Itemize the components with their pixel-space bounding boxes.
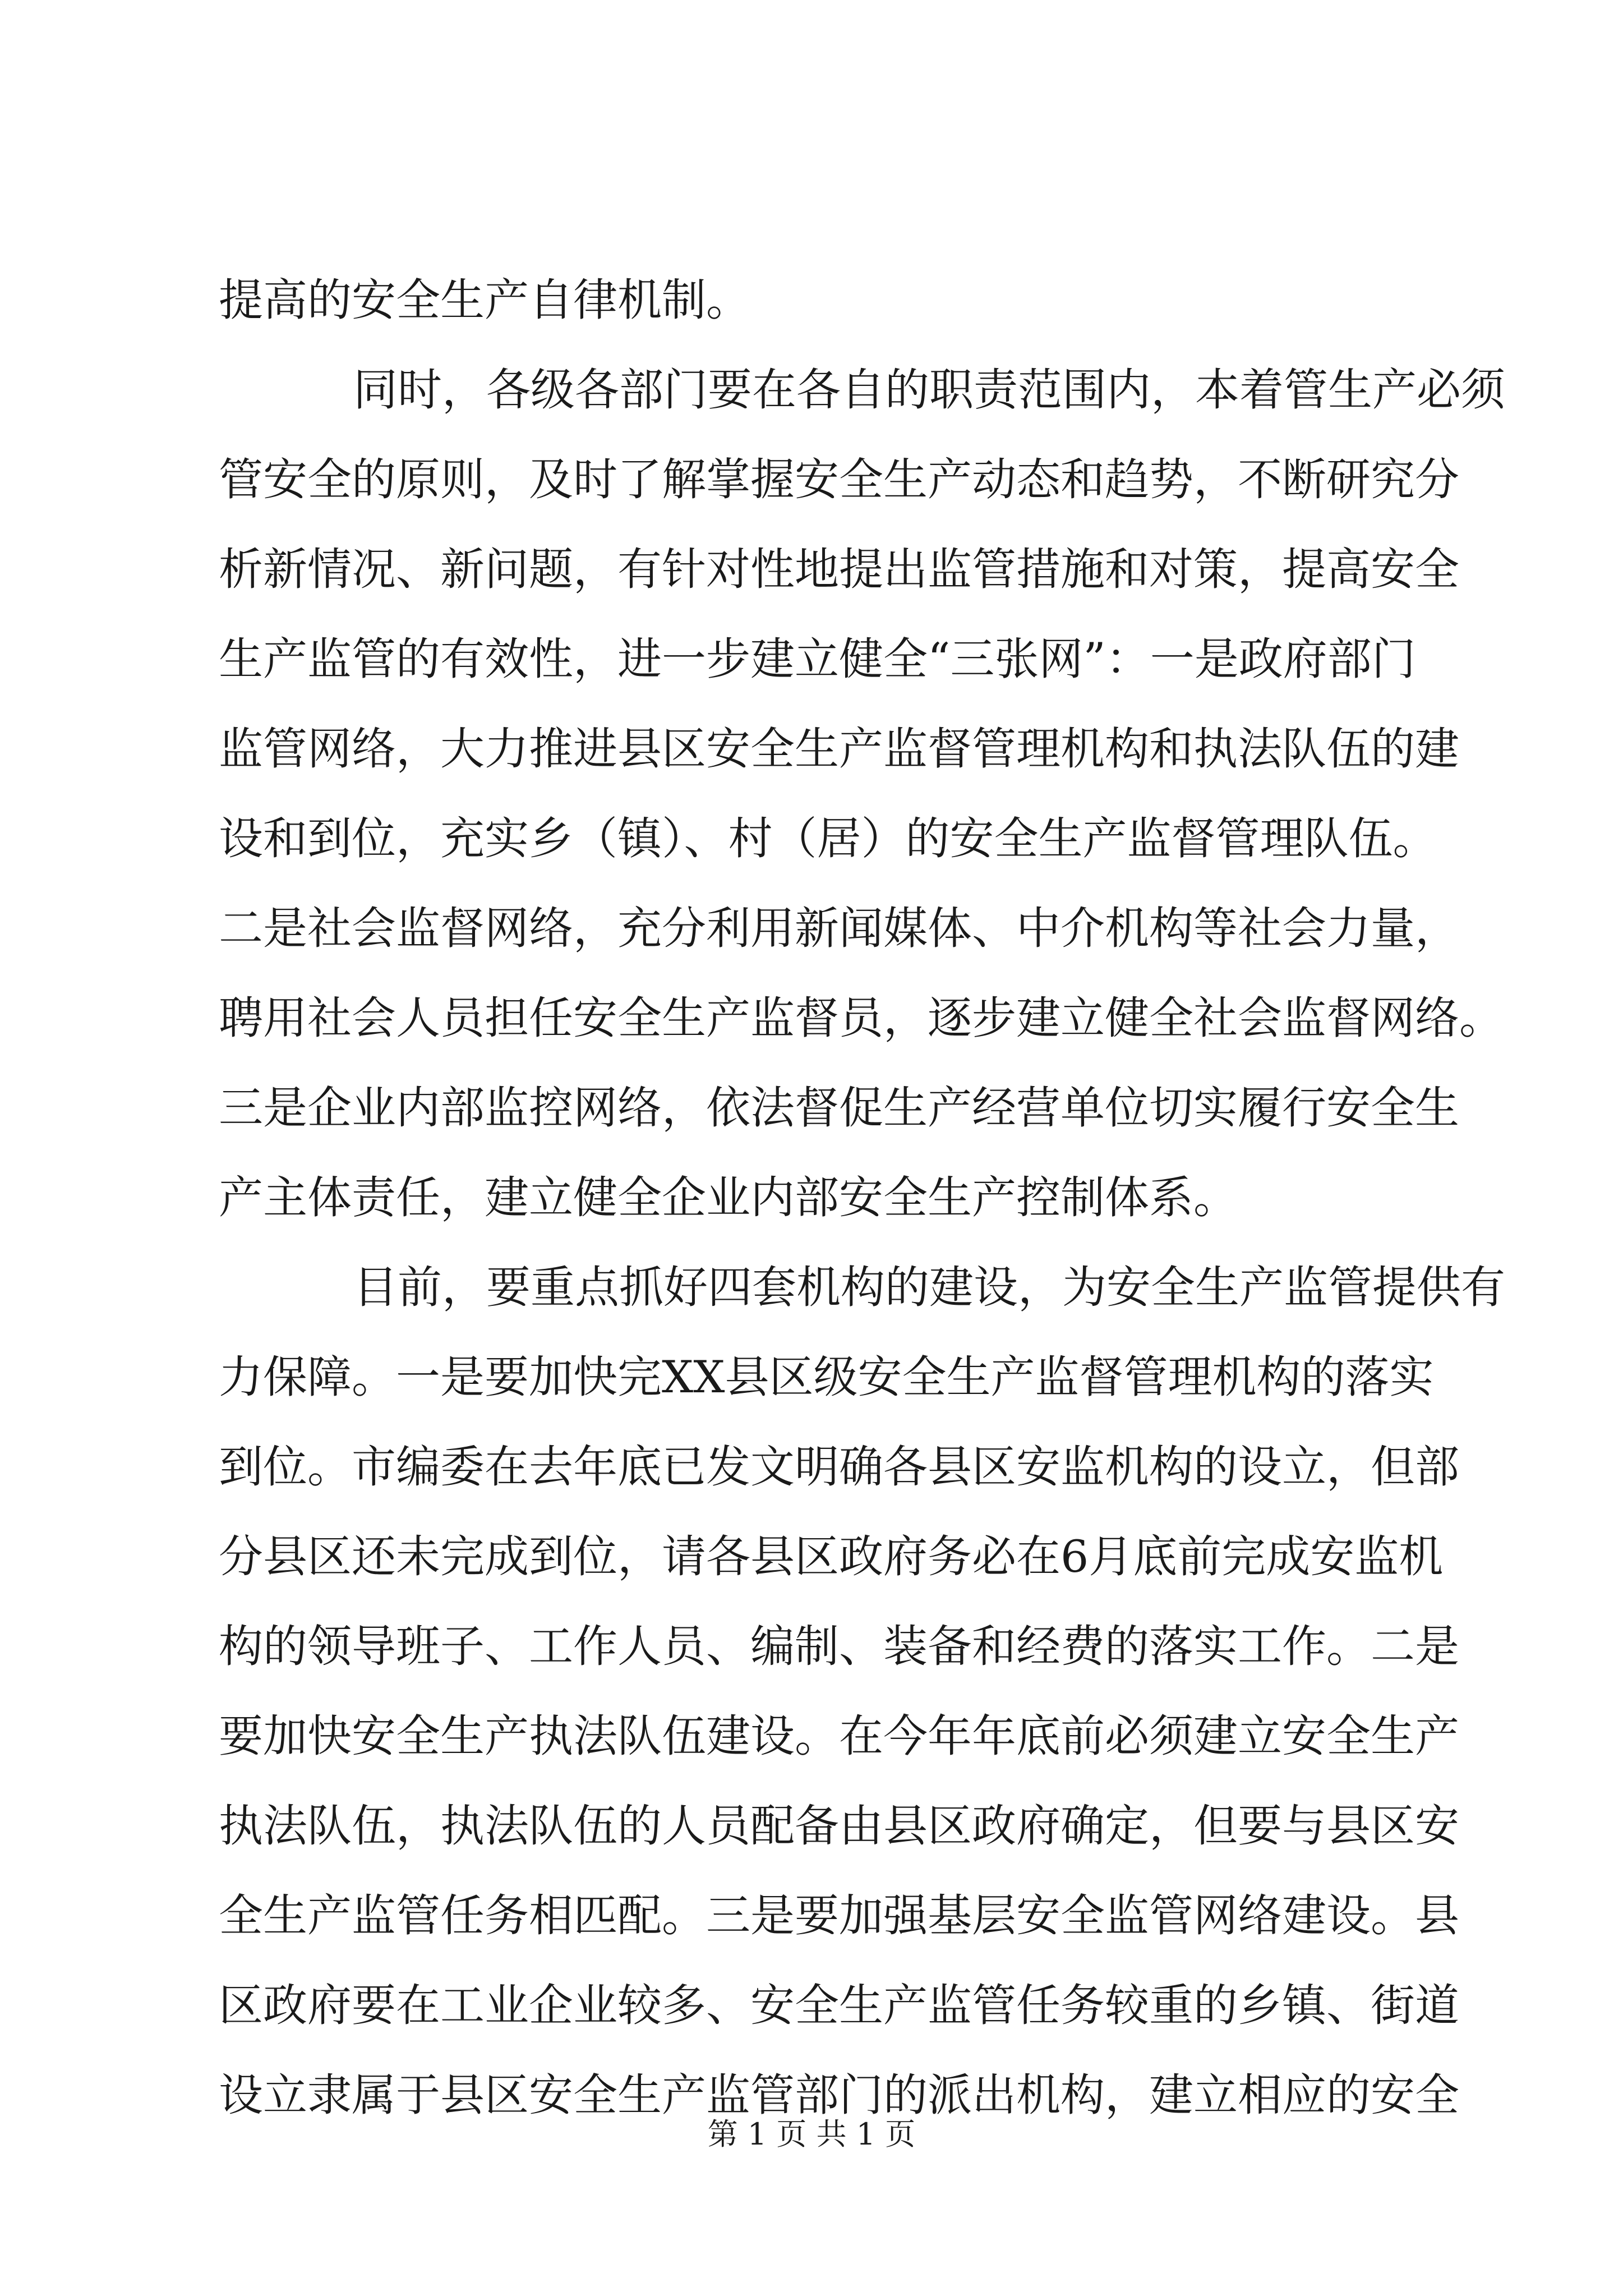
text-line: 监管网络，大力推进县区安全生产监督管理机构和执法队伍的建 bbox=[219, 723, 1459, 775]
body-text bbox=[219, 255, 1505, 2140]
text-line: 分县区还未完成到位，请各县区政府务必在6月底前完成安监机 bbox=[219, 1531, 1444, 1582]
text-line: 生产监管的有效性，进一步建立健全“三张网”：一是政府部门 bbox=[219, 633, 1416, 685]
text-line: 目前，要重点抓好四套机构的建设，为安全生产监管提供有 bbox=[353, 1262, 1505, 1313]
text-line: 区政府要在工业企业较多、安全生产监管任务较重的乡镇、街道 bbox=[219, 1980, 1459, 2031]
text-line: 析新情况、新问题，有针对性地提出监管措施和对策，提高安全 bbox=[219, 544, 1459, 595]
text-line: 设立隶属于县区安全生产监管部门的派出机构，建立相应的安全 bbox=[219, 2069, 1459, 2121]
text-line: 管安全的原则，及时了解掌握安全生产动态和趋势，不断研究分 bbox=[219, 454, 1459, 505]
text-line: 要加快安全生产执法队伍建设。在今年年底前必须建立安全生产 bbox=[219, 1710, 1459, 1762]
text-line: 力保障。一是要加快完XX县区级安全生产监督管理机构的落实 bbox=[219, 1351, 1434, 1403]
page-footer: 第 1 页 共 1 页 bbox=[707, 2116, 916, 2152]
text-line: 产主体责任，建立健全企业内部安全生产控制体系。 bbox=[219, 1172, 1238, 1223]
text-line: 全生产监管任务相匹配。三是要加强基层安全监管网络建设。县 bbox=[219, 1890, 1459, 1941]
text-line: 提高的安全生产自律机制。 bbox=[219, 274, 750, 326]
text-line: 聘用社会人员担任安全生产监督员，逐步建立健全社会监督网络。 bbox=[219, 992, 1504, 1044]
text-line: 到位。市编委在去年底已发文明确各县区安监机构的设立，但部 bbox=[219, 1441, 1459, 1493]
text-line: 设和到位，充实乡（镇）、村（居）的安全生产监督管理队伍。 bbox=[219, 813, 1437, 864]
text-line: 三是企业内部监控网络，依法督促生产经营单位切实履行安全生 bbox=[219, 1082, 1459, 1134]
text-line: 执法队伍，执法队伍的人员配备由县区政府确定，但要与县区安 bbox=[219, 1800, 1459, 1852]
text-line: 二是社会监督网络，充分利用新闻媒体、中介机构等社会力量， bbox=[219, 903, 1459, 954]
text-line: 构的领导班子、工作人员、编制、装备和经费的落实工作。二是 bbox=[219, 1621, 1459, 1672]
text-line: 同时，各级各部门要在各自的职责范围内，本着管生产必须 bbox=[353, 364, 1505, 416]
